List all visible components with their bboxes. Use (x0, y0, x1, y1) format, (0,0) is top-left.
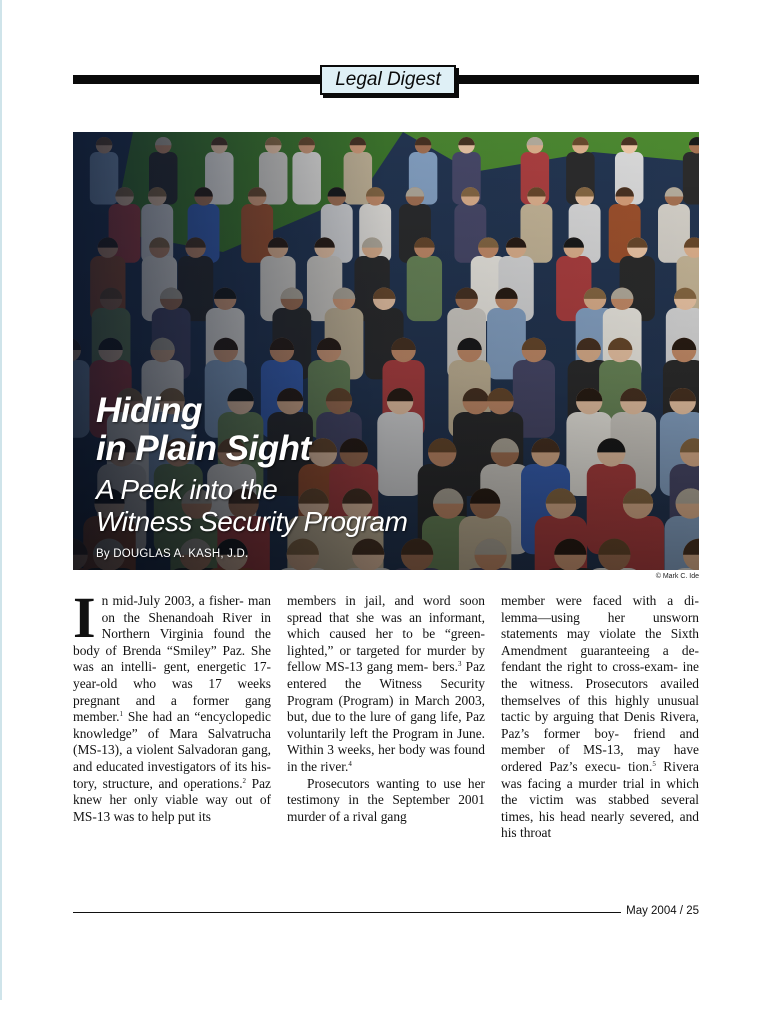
paragraph: Prosecutors wanting to use her testimony in the September 2001 murder of a rival gang (287, 775, 485, 824)
section-label: Legal Digest (320, 65, 456, 95)
footnote-marker: 4 (348, 759, 352, 768)
subtitle-line-2: Witness Security Program (96, 506, 408, 537)
footnote-marker: 1 (119, 710, 123, 719)
col1-text: n mid-July 2003, a fisher- man on the Shenandoah River in Northern Virginia found the body of Brenda “Smiley” Paz. She was an intelli- gent, energetic 17-year-old who was 17 weeks pregnant and a former gang member.$^1$ She had an “encyclopedic knowledge” of Mara Salvatrucha (MS-13), a violent Salvadoran gang, and educated investigators of its his- tory, structure, and operations.$^2$ Paz knew her only viable way out of MS-13 was to help put its (73, 593, 271, 824)
body-column-1 (73, 585, 271, 825)
paragraph (287, 593, 485, 776)
paragraph (501, 593, 699, 842)
title-line-2: in Plain Sight (96, 429, 311, 468)
body-column-3 (501, 593, 699, 842)
footer-rule (73, 912, 621, 913)
title-block (96, 392, 407, 560)
footnote-marker: 3 (458, 660, 462, 669)
byline: By DOUGLAS A. KASH, J.D. (96, 548, 249, 560)
photo-credit: © Mark C. Ide (655, 573, 699, 580)
footnote-marker: 5 (652, 759, 656, 768)
title-line-1: Hiding (96, 391, 202, 430)
col2-text: members in jail, and word soon spread that she was an informant, which caused her to be “green- lighted,” or targeted for murder by fellow MS-13 gang mem- bers.$^3$ Paz entered the Witness Security Program (Program) in March 2003, but, due to the lure of gang life, Paz voluntarily left the Program in June. Within 3 weeks, her body was found in the river.$^4$ (287, 593, 485, 774)
page-edge (0, 0, 2, 1000)
paragraph (73, 585, 271, 825)
drop-cap: I (73, 585, 96, 650)
col3-text: member were faced with a di- lemma—using her unsworn statements may violate the Sixth Amendment guaranteeing a de- fendant the right to cross-exam- ine the witness. Prosecutors availed themselves of this highly unusual tactic by arguing that Denis Rivera, Paz’s former boy- friend and member of MS-13, may have ordered Paz’s execu- tion.$^5$ Rivera was facing a murder trial in which the victim was stabbed several times, his head nearly severed, and his throat (501, 593, 699, 841)
body-column-2 (287, 593, 485, 825)
subtitle-line-1: A Peek into the (96, 474, 278, 505)
footnote-marker: 2 (242, 776, 247, 785)
page-footer: May 2004 / 25 (626, 905, 699, 917)
